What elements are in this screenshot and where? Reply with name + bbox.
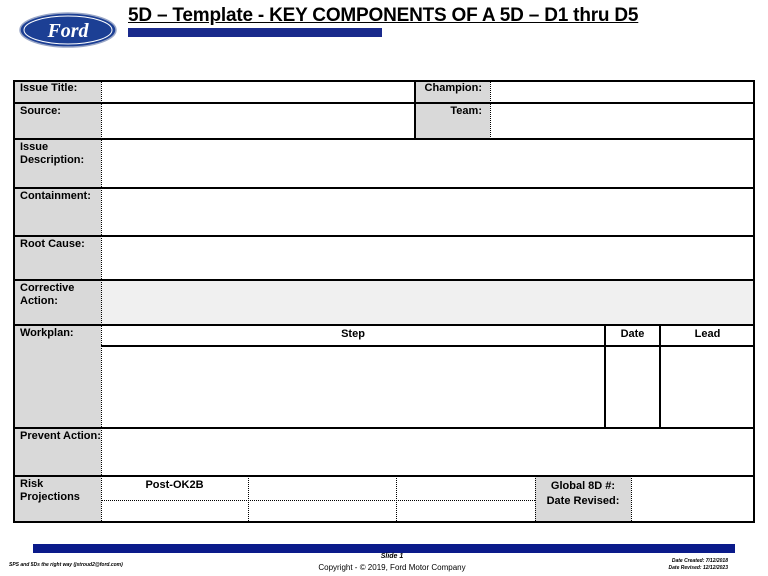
title-accent-bar	[128, 28, 382, 37]
root-cause-label: Root Cause:	[13, 236, 101, 280]
issue-description-label: Issue Description:	[13, 139, 101, 188]
prevent-action-label: Prevent Action:	[13, 428, 101, 476]
date-created: Date Created: 7/12/2018	[671, 558, 728, 564]
page-title: 5D – Template - KEY COMPONENTS OF A 5D – D1 thru D5	[128, 5, 639, 26]
footer-left-note: SPS and 5Ds the right way (jstroud2@ford.com)	[9, 562, 123, 568]
logo-text: Ford	[47, 20, 89, 42]
footer-bar	[33, 544, 735, 553]
team-label: Team:	[415, 103, 490, 139]
ford-logo	[18, 11, 118, 49]
containment-label: Containment:	[13, 188, 101, 236]
date-revised-label: Date Revised:	[546, 495, 620, 507]
global-8d-label: Global 8D #:	[550, 480, 616, 492]
issue-title-label: Issue Title:	[13, 80, 101, 103]
workplan-label: Workplan:	[13, 325, 101, 428]
form-frame	[13, 80, 755, 523]
copyright: Copyright - © 2019, Ford Motor Company	[318, 563, 466, 572]
post-ok2b-label: Post-OK2B	[145, 479, 204, 491]
workplan-step-header: Step	[341, 328, 365, 340]
footer-date-revised: Date Revised: 12/12/2023	[668, 565, 728, 571]
footer-dates	[600, 558, 728, 572]
risk-projections-label: Risk Projections	[13, 476, 101, 523]
workplan-date-header: Date	[620, 328, 645, 340]
workplan-lead-header: Lead	[694, 328, 721, 340]
5d-form	[13, 80, 755, 523]
champion-label: Champion:	[415, 80, 490, 103]
source-label: Source:	[13, 103, 101, 139]
corrective-action-label: Corrective Action:	[13, 280, 101, 325]
slide-number: Slide 1	[380, 553, 404, 560]
